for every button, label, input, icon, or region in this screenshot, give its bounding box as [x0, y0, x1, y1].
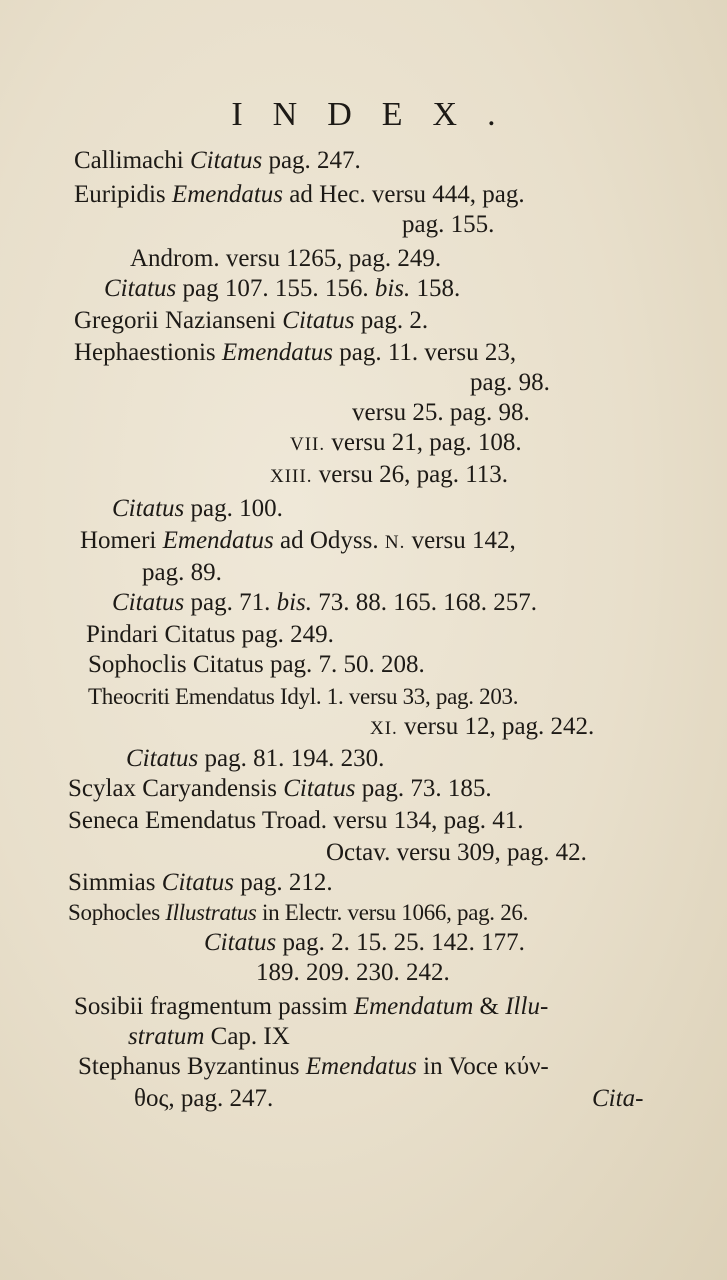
index-entry: Citatus pag. 100.: [112, 495, 283, 522]
index-entry: Euripidis Emendatus ad Hec. versu 444, pag.: [74, 181, 525, 208]
index-entry: Seneca Emendatus Troad. versu 134, pag. 41.: [68, 807, 524, 834]
index-entry: Citatus pag. 2. 15. 25. 142. 177.: [204, 929, 525, 956]
index-entry: Callimachi Citatus pag. 247.: [74, 147, 361, 174]
index-entry: Hephaestionis Emendatus pag. 11. versu 23,: [74, 339, 517, 366]
index-entry: pag. 98.: [470, 369, 550, 396]
index-entry: Scylax Caryandensis Citatus pag. 73. 185.: [68, 775, 492, 802]
catchword: Cita-: [592, 1085, 644, 1112]
index-entry: Octav. versu 309, pag. 42.: [326, 839, 587, 866]
index-entry: Stephanus Byzantinus Emendatus in Voce κύν-: [78, 1053, 549, 1080]
index-entry: 189. 209. 230. 242.: [256, 959, 450, 986]
page-title: INDEX.: [231, 96, 526, 133]
index-entry: stratum Cap. IX: [128, 1023, 290, 1050]
index-entry: Pindari Citatus pag. 249.: [86, 621, 334, 648]
index-entry: Simmias Citatus pag. 212.: [68, 869, 333, 896]
index-entry: θος, pag. 247.: [134, 1085, 274, 1112]
index-entry: Citatus pag 107. 155. 156. bis. 158.: [104, 275, 461, 302]
index-entry: Sophocles Illustratus in Electr. versu 1066, pag. 26.: [68, 900, 529, 925]
index-entry: VII. versu 21, pag. 108.: [290, 429, 522, 456]
index-entry: Citatus pag. 71. bis. 73. 88. 165. 168. 257.: [112, 589, 538, 616]
index-entry: XI. versu 12, pag. 242.: [370, 713, 595, 740]
index-entry: Sophoclis Citatus pag. 7. 50. 208.: [88, 651, 425, 678]
index-entry: versu 25. pag. 98.: [352, 399, 530, 426]
index-entry: Citatus pag. 81. 194. 230.: [126, 745, 385, 772]
index-entry: Theocriti Emendatus Idyl. 1. versu 33, pag. 203.: [88, 684, 519, 709]
index-entry: Androm. versu 1265, pag. 249.: [130, 245, 442, 272]
index-entry: Homeri Emendatus ad Odyss. N. versu 142,: [80, 527, 516, 554]
index-entry: pag. 89.: [142, 559, 222, 586]
index-entry: XIII. versu 26, pag. 113.: [270, 461, 509, 488]
index-entry: Gregorii Nazianseni Citatus pag. 2.: [74, 307, 429, 334]
index-entry: pag. 155.: [402, 211, 495, 238]
index-entry: Sosibii fragmentum passim Emendatum & Illu-: [74, 993, 549, 1020]
